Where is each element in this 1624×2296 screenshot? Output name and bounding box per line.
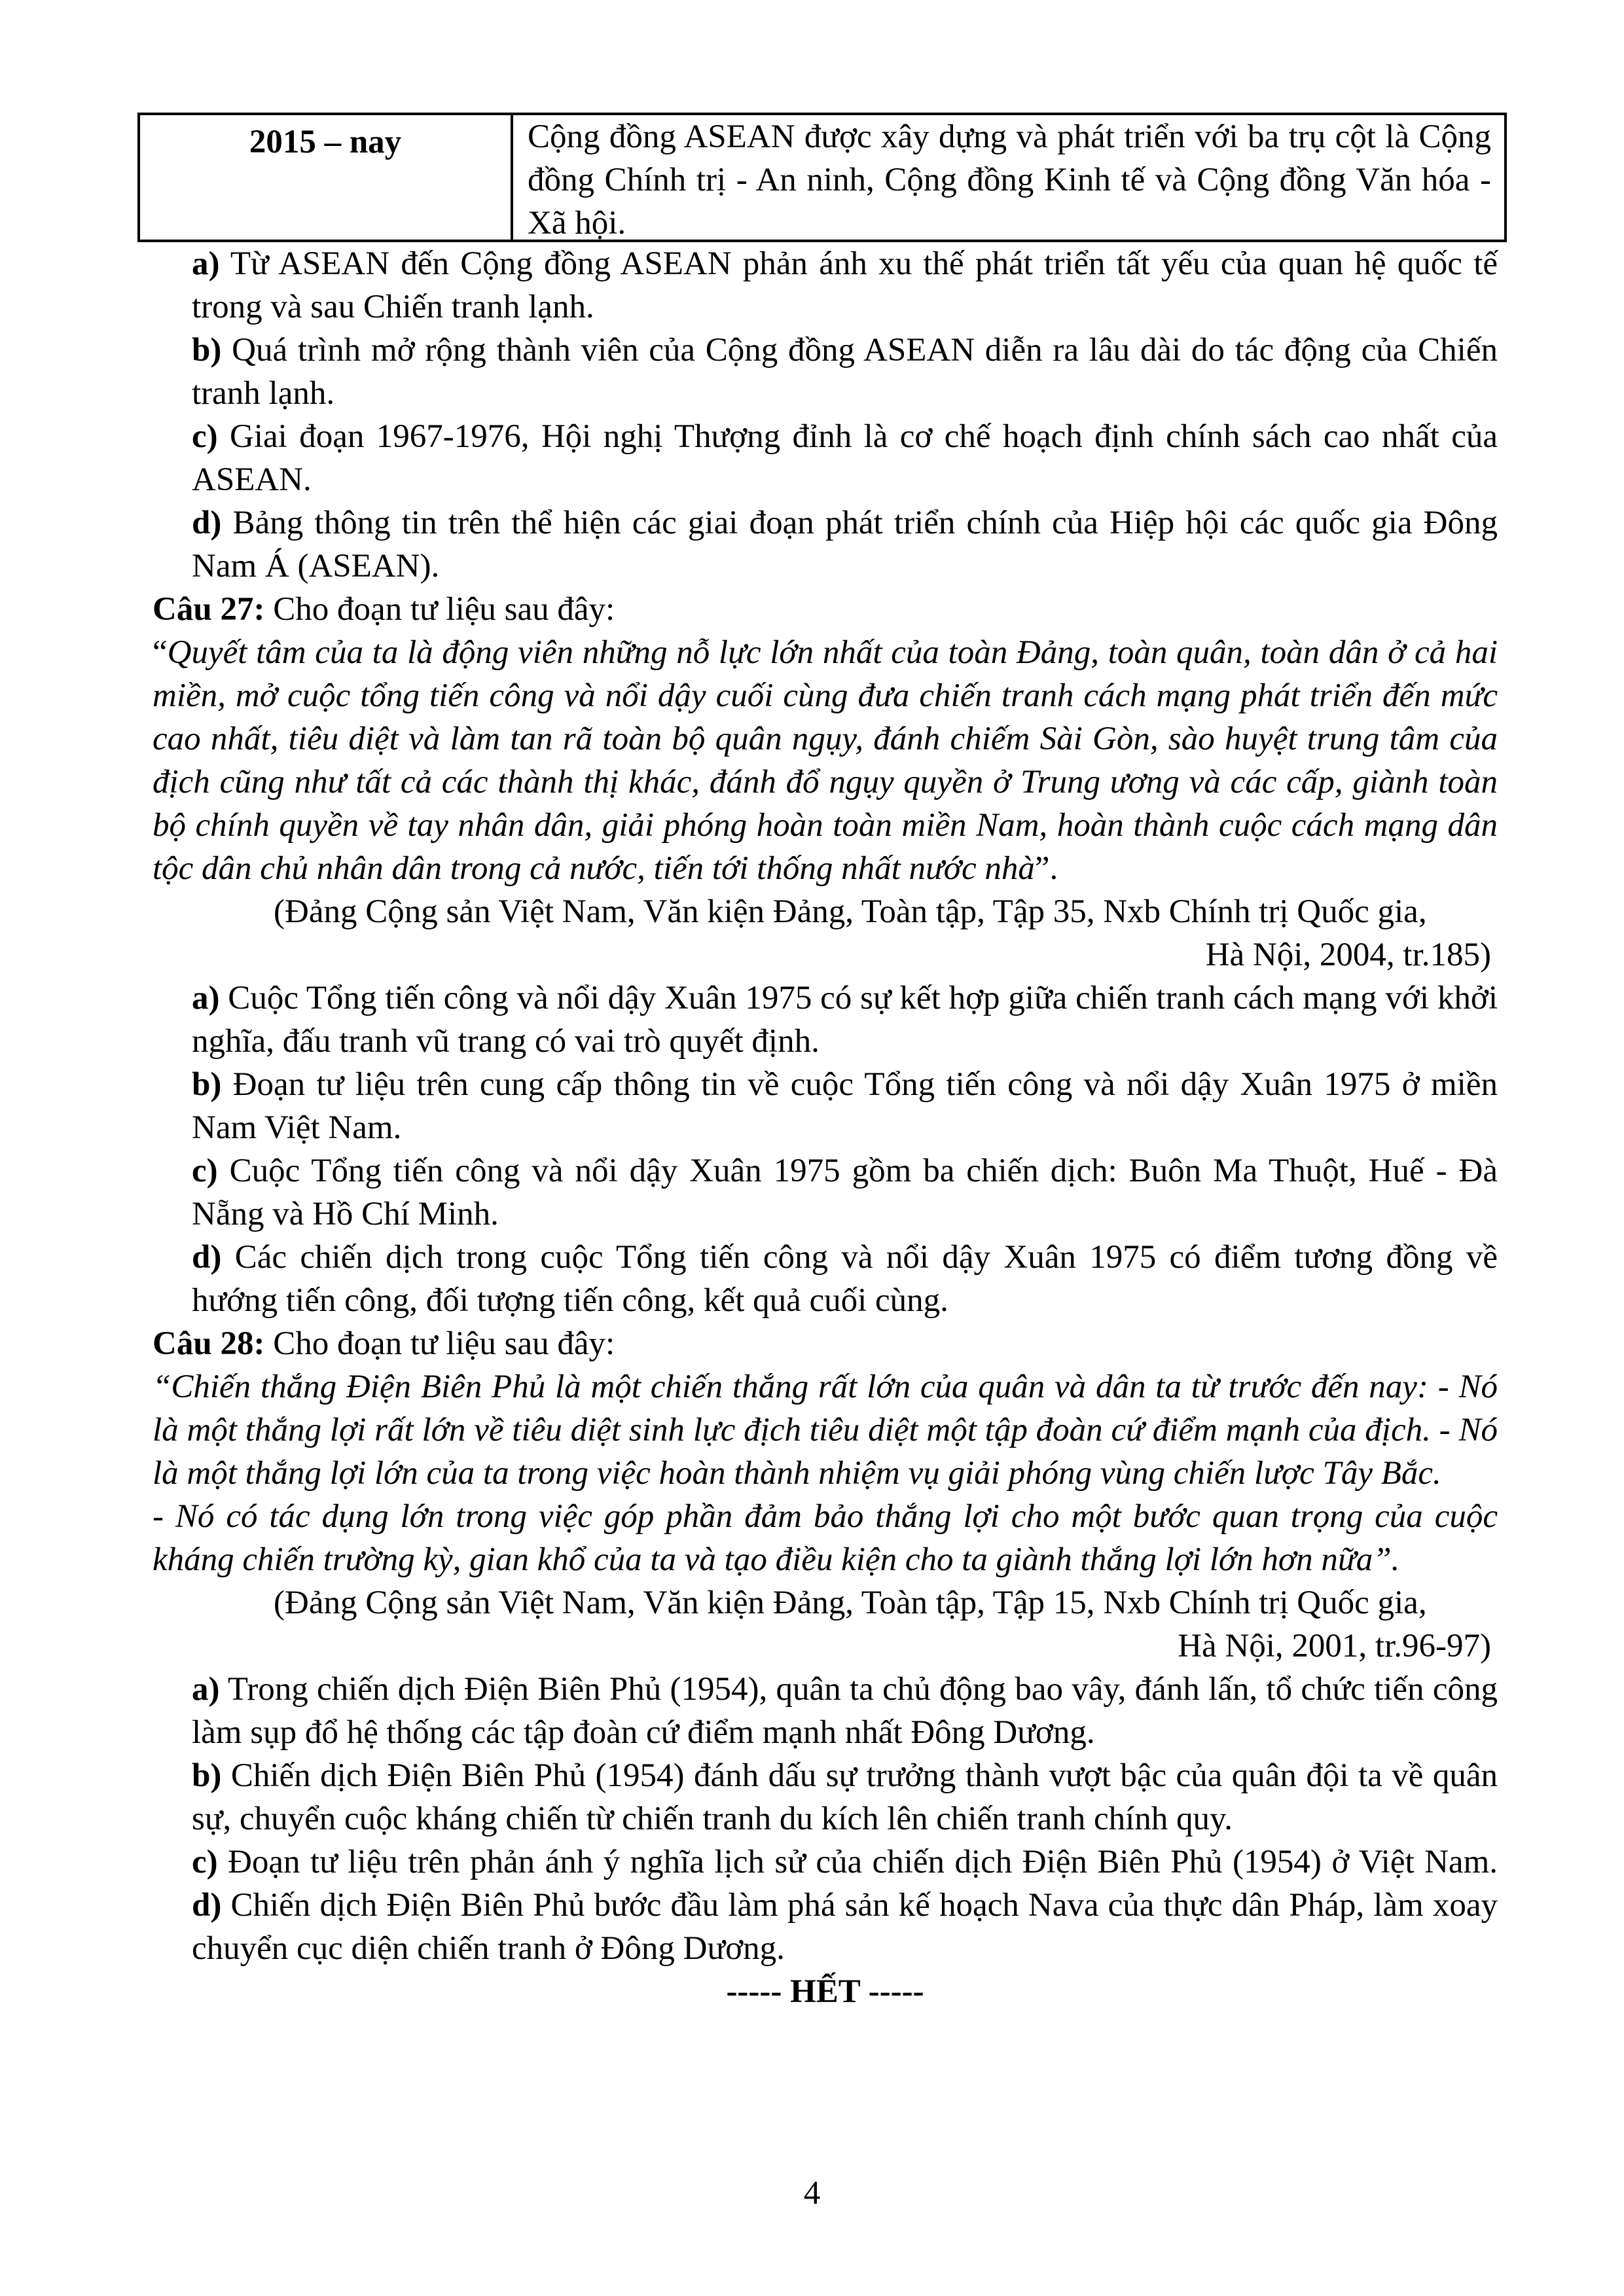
statement-text: Cuộc Tổng tiến công và nổi dậy Xuân 1975 có sự kết hợp giữa chiến tranh cách mạng với khởi nghĩa, đấu tranh vũ trang có vai trò quyết định. [192,980,1498,1060]
q27-statement-a [153,977,1498,1063]
q28-source-line1: (Đảng Cộng sản Việt Nam, Văn kiện Đảng, Toàn tập, Tập 15, Nxb Chính trị Quốc gia, [274,1585,1427,1621]
q27-statement-c [153,1149,1498,1236]
quote-text: Quyết tâm của ta là động viên những nỗ lực lớn nhất của toàn Đảng, toàn quân, toàn dân ở cả hai miền, mở cuộc tổng tiến công và nổi dậy cuối cùng đưa chiến tranh cách mạng phát triển đến mức cao nhất, tiêu diệt và làm tan rã toàn bộ quân ngụy, đánh chiếm Sài Gòn, sào huyệt trung tâm của địch cũng như tất cả các thành thị khác, đánh đổ ngụy quyền ở Trung ương và các cấp, giành toàn bộ chính quyền về tay nhân dân, giải phóng hoàn toàn miền Nam, hoàn thành cuộc cách mạng dân tộc dân chủ nhân dân trong cả nước, tiến tới thống nhất nước nhà [153,634,1498,887]
statement-label: c) [192,1153,218,1189]
statement-text: Giai đoạn 1967-1976, Hội nghị Thượng đỉnh là cơ chế hoạch định chính sách cao nhất của ASEAN. [192,418,1498,498]
q27-statement-b [153,1063,1498,1149]
q27-quote [153,631,1498,890]
q26-statement-c [153,415,1498,501]
q26-statement-a [153,242,1498,329]
statement-label: a) [192,245,220,282]
q28-quote-part1: “Chiến thắng Điện Biên Phủ là một chiến thắng rất lớn của quân và dân ta từ trước đến nay: - Nó là một thắng lợi rất lớn về tiêu diệt sinh lực địch tiêu diệt một tập đoàn cứ điểm mạnh của địch. - Nó là một thắng lợi lớn của ta trong việc hoàn thành nhiệm vụ giải phóng vùng chiến lược Tây Bắc. [153,1369,1498,1492]
statement-label: c) [192,1844,218,1880]
statement-label: d) [192,505,222,541]
question-intro: Cho đoạn tư liệu sau đây: [264,591,615,628]
q26-statement-b [153,329,1498,415]
quote-close-mark: ”. [1034,850,1058,887]
statement-label: d) [192,1239,222,1276]
statement-text: Quá trình mở rộng thành viên của Cộng đồng ASEAN diễn ra lâu dài do tác động của Chiến tranh lạnh. [192,332,1498,412]
statement-label: a) [192,980,220,1016]
statement-label: d) [192,1887,222,1924]
statement-text: Trong chiến dịch Điện Biên Phủ (1954), quân ta chủ động bao vây, đánh lấn, tổ chức tiến công làm sụp đổ hệ thống các tập đoàn cứ điểm mạnh nhất Đông Dương. [192,1671,1498,1751]
period-cell: 2015 – nay [140,115,513,240]
q27-source-line2: Hà Nội, 2004, tr.185) [1205,937,1491,973]
question-title: Câu 28: [153,1325,265,1362]
statement-label: a) [192,1671,220,1708]
statement-text: Bảng thông tin trên thể hiện các giai đoạn phát triển chính của Hiệp hội các quốc gia Đông Nam Á (ASEAN). [192,505,1498,584]
q28-source-line2: Hà Nội, 2001, tr.96-97) [1178,1628,1491,1664]
statement-text: Đoạn tư liệu trên cung cấp thông tin về cuộc Tổng tiến công và nổi dậy Xuân 1975 ở miền Nam Việt Nam. [192,1066,1498,1146]
question-title: Câu 27: [153,591,265,628]
end-marker: ----- HẾT ----- [726,1973,924,2010]
question-intro: Cho đoạn tư liệu sau đây: [264,1325,615,1362]
description-cell: Cộng đồng ASEAN được xây dựng và phát triển với ba trụ cột là Cộng đồng Chính trị - An ninh, Cộng đồng Kinh tế và Cộng đồng Văn hóa - Xã hội. [528,118,1491,242]
q28-statement-b [153,1754,1498,1840]
statement-text: Đoạn tư liệu trên phản ánh ý nghĩa lịch sử của chiến dịch Điện Biên Phủ (1954) ở Việt Nam. [217,1844,1498,1880]
q27-statement-d [153,1236,1498,1322]
statement-label: b) [192,332,222,368]
statement-text: Các chiến dịch trong cuộc Tổng tiến công và nổi dậy Xuân 1975 có điểm tương đồng về hướng tiến công, đối tượng tiến công, kết quả cuối cùng. [192,1239,1498,1319]
q28-statements-c-d [153,1840,1498,1970]
page-number: 4 [803,2175,821,2212]
quote-open-mark: “ [153,634,168,671]
main-content [153,242,1498,2013]
statement-text: Cuộc Tổng tiến công và nổi dậy Xuân 1975 gồm ba chiến dịch: Buôn Ma Thuột, Huế - Đà Nẵng và Hồ Chí Minh. [192,1153,1498,1232]
statement-label: c) [192,418,218,455]
q27-source-line1: (Đảng Cộng sản Việt Nam, Văn kiện Đảng, Toàn tập, Tập 35, Nxb Chính trị Quốc gia, [274,893,1427,930]
timeline-table-row [137,113,1507,242]
q28-statement-a [153,1668,1498,1754]
statement-text: Từ ASEAN đến Cộng đồng ASEAN phản ánh xu thế phát triển tất yếu của quan hệ quốc tế trong và sau Chiến tranh lạnh. [192,245,1498,325]
statement-text: Chiến dịch Điện Biên Phủ (1954) đánh dấu sự trưởng thành vượt bậc của quân đội ta về quân sự, chuyển cuộc kháng chiến từ chiến tranh du kích lên chiến tranh chính quy. [192,1757,1498,1837]
statement-text: Chiến dịch Điện Biên Phủ bước đầu làm phá sản kế hoạch Nava của thực dân Pháp, làm xoay chuyển cục diện chiến tranh ở Đông Dương. [192,1887,1498,1967]
statement-label: b) [192,1757,222,1794]
q26-statement-d [153,501,1498,588]
q27-heading [153,588,1498,631]
q28-quote-part2: - Nó có tác dụng lớn trong việc góp phần đảm bảo thắng lợi cho một bước quan trọng của cuộc kháng chiến trường kỳ, gian khổ của ta và tạo điều kiện cho ta giành thắng lợi lớn hơn nữa”. [153,1498,1498,1578]
q28-heading [153,1322,1498,1365]
statement-label: b) [192,1066,222,1103]
